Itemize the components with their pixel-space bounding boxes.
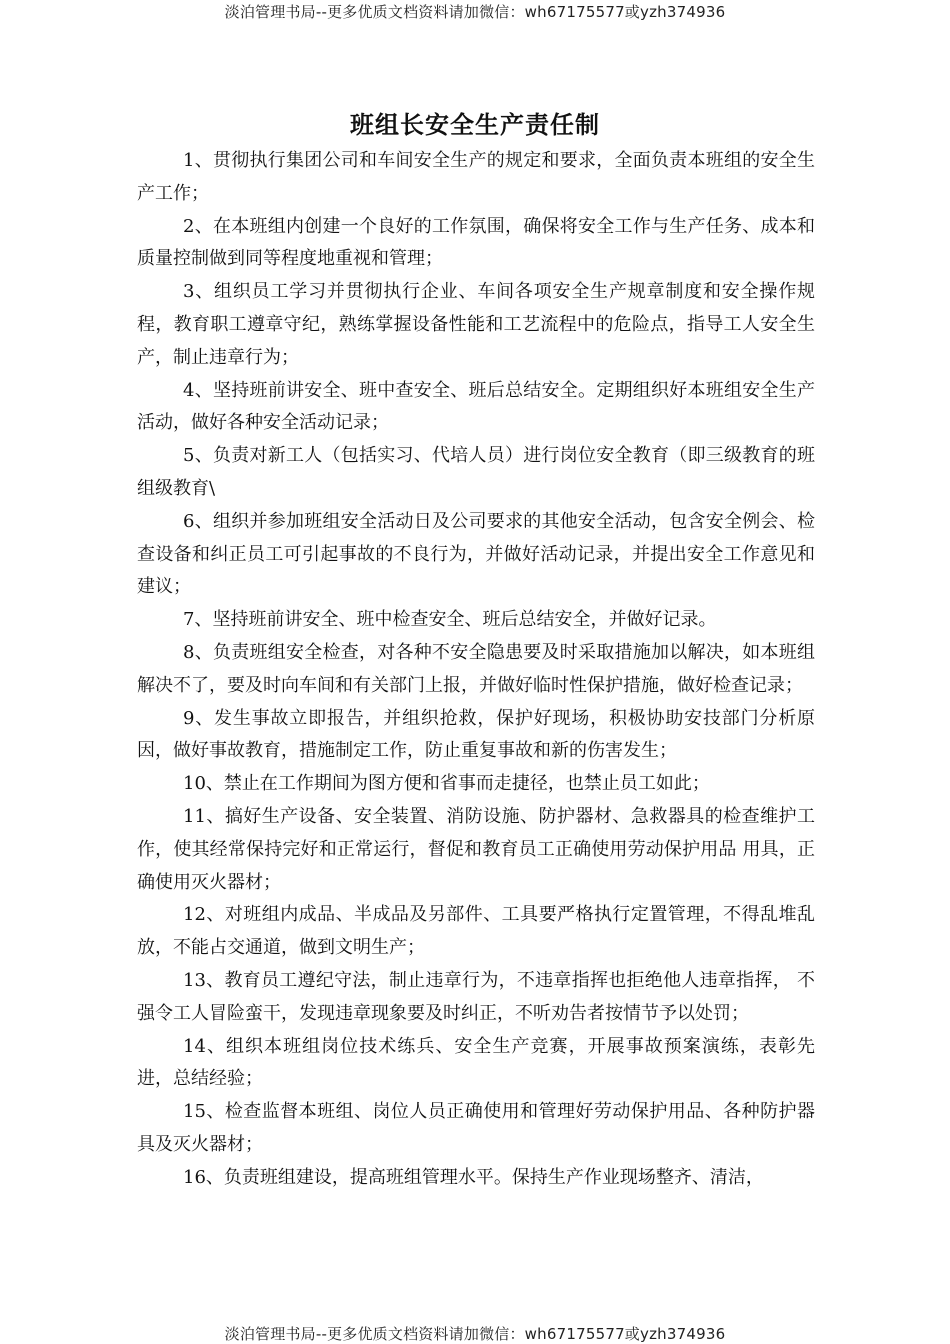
paragraph-1: 1、贯彻执行集团公司和车间安全生产的规定和要求，全面负责本班组的安全生产工作；: [137, 150, 815, 204]
paragraph-3: 3、组织员工学习并贯彻执行企业、车间各项安全生产规章制度和安全操作规程，教育职工遵章守纪，熟练掌握设备性能和工艺流程中的危险点，指导工人安全生产，制止违章行为；: [137, 281, 815, 368]
paragraph-15: 15、检查监督本班组、岗位人员正确使用和管理好劳动保护用品、各种防护器具及灭火器材；: [137, 1101, 815, 1155]
paragraph-12: 12、对班组内成品、半成品及另部件、工具要严格执行定置管理，不得乱堆乱放，不能占交通道，做到文明生产；: [137, 904, 815, 959]
paragraph-11: 11、搞好生产设备、安全装置、消防设施、防护器材、急救器具的检查维护工作，使其经常保持完好和正常运行，督促和教育员工正确使用劳动保护用品 用具，正确使用灭火器材；: [137, 805, 815, 893]
paragraph-10: 10、禁止在工作期间为图方便和省事而走捷径，也禁止员工如此；: [183, 773, 710, 795]
paragraph-16: 16、负责班组建设，提高班组管理水平。保持生产作业现场整齐、清洁，: [183, 1166, 764, 1188]
paragraph-5: 5、负责对新工人（包括实习、代培人员）进行岗位安全教育（即三级教育的班组级教育\: [137, 445, 815, 499]
paragraph-7: 7、坚持班前讲安全、班中检查安全、班后总结安全，并做好记录。: [183, 609, 717, 631]
page-footer: 淡泊管理书局--更多优质文档资料请加微信：wh67175577或yzh374936: [224, 1325, 726, 1343]
paragraph-6: 6、组织并参加班组安全活动日及公司要求的其他安全活动，包含安全例会、检查设备和纠正员工可引起事故的不良行为，并做好活动记录，并提出安全工作意见和建议；: [137, 510, 815, 598]
document-title: 班组长安全生产责任制: [350, 111, 600, 139]
paragraph-13: 13、教育员工遵纪守法，制止违章行为，不违章指挥也拒绝他人违章指挥， 不强令工人冒险蛮干，发现违章现象要及时纠正，不听劝告者按情节予以处罚；: [137, 969, 815, 1024]
page-header: 淡泊管理书局--更多优质文档资料请加微信：wh67175577或yzh374936: [224, 3, 726, 21]
paragraph-9: 9、发生事故立即报告，并组织抢救，保护好现场，积极协助安技部门分析原因，做好事故教育，措施制定工作，防止重复事故和新的伤害发生；: [137, 707, 815, 762]
paragraph-14: 14、组织本班组岗位技术练兵、安全生产竞赛，开展事故预案演练，表彰先进，总结经验；: [137, 1035, 815, 1090]
paragraph-4: 4、坚持班前讲安全、班中查安全、班后总结安全。定期组织好本班组安全生产活动，做好各种安全活动记录；: [137, 379, 815, 434]
paragraph-8: 8、负责班组安全检查，对各种不安全隐患要及时采取措施加以解决，如本班组解决不了，要及时向车间和有关部门上报，并做好临时性保护措施，做好检查记录；: [137, 641, 815, 696]
document-body: [137, 145, 815, 1195]
paragraph-2: 2、在本班组内创建一个良好的工作氛围，确保将安全工作与生产任务、成本和质量控制做到同等程度地重视和管理；: [137, 215, 815, 270]
